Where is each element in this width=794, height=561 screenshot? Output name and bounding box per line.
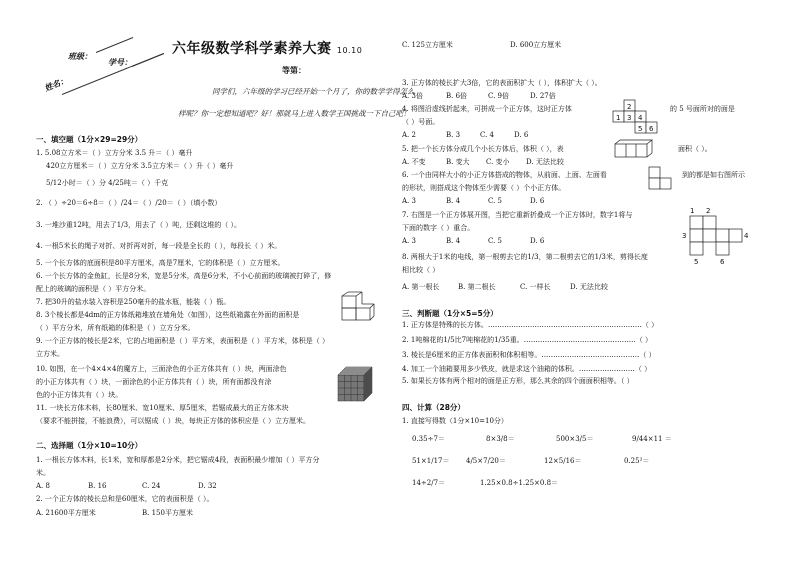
choice-4a: 4. 将图沿虚线折起来，可拼成一个正方体，这时正方体 <box>402 105 572 113</box>
choice-7-option-d: D. 6 <box>530 237 545 245</box>
choice-8a: 8. 两根大于1米的电线，第一根剪去它的1/3，第二根剪去它的1/3米，剪得长度 <box>402 253 648 261</box>
net7-number-5: 5 <box>694 258 699 266</box>
question-10c: 色的小正方体共有（ ）块。 <box>36 391 123 399</box>
calc-10: 1.25×0.8÷1.25×0.8＝ <box>480 479 559 487</box>
choice-8b: 相比较（ ） <box>402 266 440 274</box>
choice-5-option-b: B. 变大 <box>446 158 470 166</box>
net-number-5: 5 <box>638 125 643 133</box>
choice-2-option-c: C. 125立方厘米 <box>402 41 453 49</box>
net-number-1: 1 <box>616 114 621 122</box>
choice-4-option-a: A. 2 <box>402 131 416 139</box>
judge-2: 2. 1吨棉花的1/5比7吨棉花的1/35重。…………………………………………（ ） <box>402 336 653 344</box>
question-8a: 8. 3个棱长都是4dm的正方体纸箱堆放在墙角处（如图），这些纸箱露在外面的面积是 <box>36 311 300 319</box>
question-8b: （ ）平方分米，所有纸箱的体积是（ ）立方分米。 <box>36 324 195 332</box>
choice-7-option-b: B. 4 <box>446 237 461 245</box>
choice-6b: 到的都是如右图所示 <box>682 171 745 179</box>
corner-boxes-figure <box>338 296 376 332</box>
net7-number-4: 4 <box>744 232 749 240</box>
choice-1-option-d: D. 32 <box>198 482 217 490</box>
choice-3-option-c: C. 9倍 <box>488 92 510 100</box>
intro-line-1: 同学们，六年级的学习已经开始一个月了，你的数学学得怎么 <box>212 87 415 96</box>
choice-7-option-c: C. 5 <box>488 237 503 245</box>
net7-number-6: 6 <box>720 258 725 266</box>
net7-number-2: 2 <box>706 207 711 215</box>
choice-7a: 7. 右图是一个正方体展开图，当把它重新折叠成一个正方体时，数字1将与 <box>402 211 633 219</box>
choice-6-option-c: C. 5 <box>488 197 503 205</box>
choice-5-option-c: C. 变小 <box>486 158 510 166</box>
choice-4b: 的 5 号面所对的面是 <box>670 105 735 113</box>
choice-5-option-d: D. 无法比较 <box>526 158 564 166</box>
choice-8-option-d: D. 无法比较 <box>570 283 608 291</box>
choice-3-option-b: B. 6倍 <box>446 92 468 100</box>
calc-8: 0.25²＝ <box>624 457 650 465</box>
question-1b: 420立方厘米＝（ ）立方分米 3.5立方米＝（ ）升（ ）毫升 <box>46 162 234 170</box>
question-2: 2. （ ）÷20＝6÷8＝（ ）/24＝（ ）/20＝（ ）（填小数） <box>36 199 222 207</box>
choice-1b: 米。 <box>36 469 50 477</box>
question-6a: 6. 一个长方体的金鱼缸，长是8分米，宽是5分米，高是6分米，不小心前面的玻璃被打碎了，修 <box>36 272 332 280</box>
choice-7b: 下面的数字（ ）重合。 <box>402 224 475 232</box>
question-5: 5. 一个长方体的底面积是80平方厘米，高是7厘米，它的体积是（ ）立方厘米。 <box>36 259 285 267</box>
calc-6: 4/5×7/20＝ <box>466 457 506 465</box>
choice-6c: 的形状，则搭成这个物体至少需要（ ）个小正方体。 <box>402 184 566 192</box>
choice-5b: 面积（ ）。 <box>678 145 712 153</box>
question-9b: 立方米。 <box>36 350 64 358</box>
grade-label: 等第： <box>282 65 306 75</box>
choice-1a: 1. 一根长方体木料，长1米，宽和厚都是2分米，把它锯成4段，表面积最少增加（ ）平方分 <box>36 456 320 464</box>
question-3: 3. 一堆沙重12吨，用去了1/3，用去了（ ）吨，还剩这堆的（ ）。 <box>36 221 242 229</box>
calc-5: 51×1/17＝ <box>412 457 450 465</box>
question-10a: 10. 如图，在一个4×4×4的魔方上，三面涂色的小正方体共有（ ）块，两面涂色 <box>36 365 287 373</box>
question-7: 7. 把30升的盐水装入容积是250毫升的盐水瓶，能装（ ）瓶。 <box>36 298 231 306</box>
choice-3-option-d: D. 27倍 <box>530 92 556 100</box>
name-label: 姓名： <box>43 74 69 94</box>
choice-7-option-a: A. 3 <box>402 237 416 245</box>
page-title <box>172 42 362 56</box>
choice-6-option-d: D. 6 <box>530 197 545 205</box>
judge-1: 1. 正方体是特殊的长方体。…………………………………………………………（ ） <box>402 321 659 329</box>
choice-1-option-a: A. 8 <box>36 482 50 490</box>
choice-8-option-c: C. 一样长 <box>520 283 551 291</box>
choice-4-option-b: B. 3 <box>446 131 461 139</box>
choice-5a: 5. 把一个长方体分成几个小长方体后，体积（ ），表 <box>402 145 564 153</box>
choice-2-option-b: B. 150平方厘米 <box>142 509 193 517</box>
section-calc-title: 四、计算（28分） <box>402 403 465 412</box>
question-1c: 5/12小时＝（ ）分 4/25吨＝（ ）千克 <box>46 179 169 187</box>
question-4: 4. 一根5米长的绳子对折、对折再对折，每一段是全长的（ ），每段长（ ）米。 <box>36 242 282 250</box>
choice-8-option-b: B. 第二根长 <box>458 283 496 291</box>
question-11b: （要求不能拼接，不能浪费），可以锯成（ ）块，每块正方体的体积应是（ ）立方厘米。 <box>36 417 310 425</box>
class-label: 班级： <box>68 51 92 61</box>
three-view-figure <box>648 166 676 190</box>
choice-2-option-a: A. 21600平方厘米 <box>36 509 96 517</box>
net-number-4: 4 <box>638 114 643 122</box>
section-judge-title: 三、判断题（1分×5=5分） <box>402 309 498 318</box>
cube-front <box>338 367 372 401</box>
question-10b: 的小正方体共有（ ）块，一面涂色的小正方体共有（ ）块，所有面都没有涂 <box>36 378 272 386</box>
net7-number-3: 3 <box>682 232 687 240</box>
net7-number-1: 1 <box>690 207 695 215</box>
section-choice-title: 二、选择题（1分×10=10分） <box>36 441 143 450</box>
calc-7: 12×5/16＝ <box>544 457 582 465</box>
cube-net-figure <box>612 100 668 144</box>
calc-subtitle: 1. 直接写得数（1分×10=10分） <box>402 417 508 425</box>
choice-2-option-d: D. 600立方厘米 <box>510 41 562 49</box>
choice-3: 3. 正方体的棱长扩大3倍，它的表面积扩大（ ），体积扩大（ ）。 <box>402 79 602 87</box>
judge-4: 4. 加工一个油箱要用多少铁皮，就是求这个油箱的体积。……………………（ ） <box>402 365 652 373</box>
student-id-label: 学号： <box>108 57 132 67</box>
choice-6-option-b: B. 4 <box>446 197 461 205</box>
choice-6a: 6. 一个由同样大小的小正方体搭成的物体，从前面、上面、左面看 <box>402 171 607 179</box>
judge-3: 3. 棱长是6厘米的正方体表面积和体积相等。……………………………………（ ） <box>402 351 656 359</box>
question-1a: 1. 5.08立方米＝（ ）立方分米 3.5 升＝（ ）毫升 <box>36 149 193 157</box>
calc-1: 0.35÷7＝ <box>412 435 445 443</box>
cube-net-7-figure <box>680 208 752 266</box>
title-date: 10.10 <box>336 46 363 55</box>
title-text: 六年级数学科学素养大赛 <box>172 41 332 57</box>
net-number-3: 3 <box>627 114 632 122</box>
calc-9: 14÷2/7＝ <box>412 479 446 487</box>
question-9a: 9. 一个正方体的棱长是2米，它的占地面积是（ ）平方米，表面积是（ ）平方米，体积是（ ） <box>36 337 330 345</box>
class-line <box>96 37 133 53</box>
calc-2: 8×3/8＝ <box>486 435 515 443</box>
rubiks-cube-figure <box>336 365 374 403</box>
intro-line-2: 样呢？你一定想知道吧？好！那就马上进入数学王国挑战一下自己吧！ <box>178 109 411 118</box>
question-6b: 配上的玻璃的面积是（ ）平方分米。 <box>36 285 151 293</box>
choice-8-option-a: A. 第一根长 <box>402 283 440 291</box>
calc-3: 500×3/5＝ <box>556 435 594 443</box>
choice-4c: （ ）号面。 <box>402 118 440 126</box>
choice-1-option-c: C. 24 <box>142 482 161 490</box>
box-top <box>342 292 374 320</box>
cuboid-split-figure <box>614 140 654 158</box>
choice-4-option-d: D. 6 <box>514 131 529 139</box>
net-number-6: 6 <box>649 125 654 133</box>
net-number-2: 2 <box>627 103 632 111</box>
choice-2: 2. 一个正方体的棱长总和是60厘米，它的表面积是（ ）。 <box>36 495 214 503</box>
section-fill-in-title: 一、填空题（1分×29=29分） <box>36 135 143 144</box>
choice-1-option-b: B. 16 <box>88 482 107 490</box>
calc-4: 9/44×11 ＝ <box>632 435 672 443</box>
question-11a: 11. 一块长方体木料，长80厘米、宽10厘米、厚5厘米，若锯成最大的正方体木块 <box>36 404 289 412</box>
choice-5-option-a: A. 不变 <box>402 158 426 166</box>
choice-4-option-c: C. 4 <box>480 131 495 139</box>
choice-6-option-a: A. 3 <box>402 197 416 205</box>
judge-5: 5. 如果长方体有两个相对的面是正方形，那么其余的四个面面积相等。（ ） <box>402 377 634 385</box>
choice-3-option-a: A. 3倍 <box>402 92 423 100</box>
